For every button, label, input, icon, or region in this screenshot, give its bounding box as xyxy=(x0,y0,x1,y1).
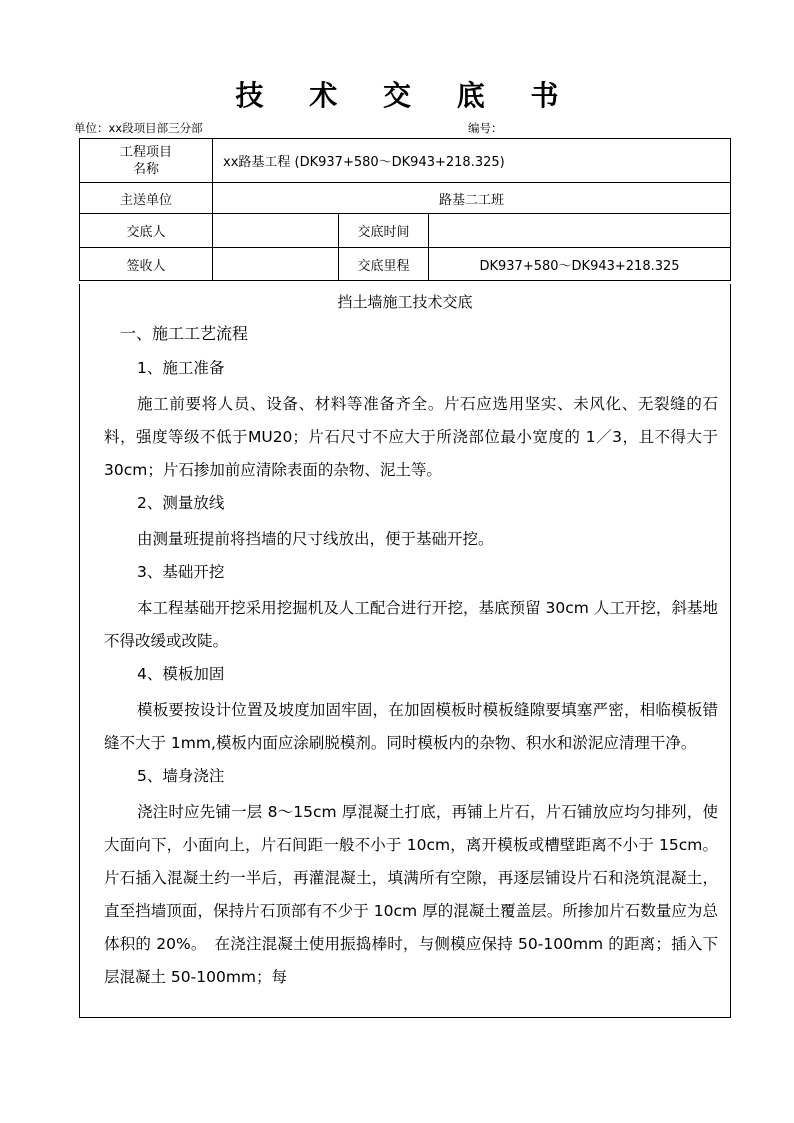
item-text: 本工程基础开挖采用挖掘机及人工配合进行开挖，基底预留 30cm 人工开挖，斜基地不得改缓或改陡。 xyxy=(104,599,718,650)
item-text: 由测量班提前将挡墙的尺寸线放出，便于基础开挖。 xyxy=(137,530,494,548)
presenter-label: 交底人 xyxy=(80,214,213,248)
sender-value: 路基二工班 xyxy=(213,183,731,214)
table-row xyxy=(80,183,731,214)
table-row xyxy=(80,139,731,183)
item-text: 浇注时应先铺一层 8～15cm 厚混凝土打底，再铺上片石，片石铺放应均匀排列，使大面向下，小面向上，片石间距一般不小于 10cm，离开模板或槽壁距离不小于 15cm。片石插入混凝土约一半后，再灌混凝土，填满所有空隙，再逐层铺设片石和浇筑混凝土，直至挡墙顶面，保持片石顶部有不少于 10cm 厚的混凝土覆盖层。所掺加片石数量应为总体积的 20%。 在浇注混凝土使用振捣棒时，与侧模应保持 50-100mm 的距离；插入下层混凝土 50-100mm；每 xyxy=(104,803,718,986)
item-title: 3、基础开挖 xyxy=(137,563,225,581)
time-label: 交底时间 xyxy=(339,214,429,248)
presenter-value xyxy=(213,214,339,248)
item-title: 5、墙身浇注 xyxy=(137,767,225,785)
item-text: 模板要按设计位置及坡度加固牢固，在加固模板时模板缝隙要填塞严密，相临模板错缝不大于 1mm,模板内面应涂刷脱模剂。同时模板内的杂物、积水和淤泥应清理干净。 xyxy=(104,701,718,752)
receiver-value xyxy=(213,248,339,281)
receiver-label: 签收人 xyxy=(80,248,213,281)
item-title: 1、施工准备 xyxy=(137,359,225,377)
main-heading: 一、施工工艺流程 xyxy=(120,324,249,343)
sender-label: 主送单位 xyxy=(80,183,213,214)
project-name-value: xx路基工程 (DK937+580～DK943+218.325) xyxy=(213,139,731,183)
project-name-label: 工程项目名称 xyxy=(80,139,213,183)
item-text: 施工前要将人员、设备、材料等准备齐全。片石应选用坚实、未风化、无裂缝的石料，强度等级不低于MU20；片石尺寸不应大于所浇部位最小宽度的 1／3，且不得大于 30cm；片石掺加前应清除表面的杂物、泥土等。 xyxy=(104,395,718,479)
item-title: 2、测量放线 xyxy=(137,494,225,512)
content-box xyxy=(79,284,731,1018)
unit-label: 单位：xx段项目部三分部 xyxy=(74,121,203,135)
mileage-label: 交底里程 xyxy=(339,248,429,281)
info-table xyxy=(79,138,731,281)
table-row xyxy=(80,248,731,281)
section-title: 挡土墙施工技术交底 xyxy=(337,293,473,311)
document-title: 技 术 交 底 书 xyxy=(235,79,577,112)
table-row xyxy=(80,214,731,248)
time-value xyxy=(429,214,731,248)
code-label: 编号： xyxy=(468,121,503,135)
mileage-value: DK937+580～DK943+218.325 xyxy=(429,248,731,281)
item-title: 4、模板加固 xyxy=(137,665,225,683)
